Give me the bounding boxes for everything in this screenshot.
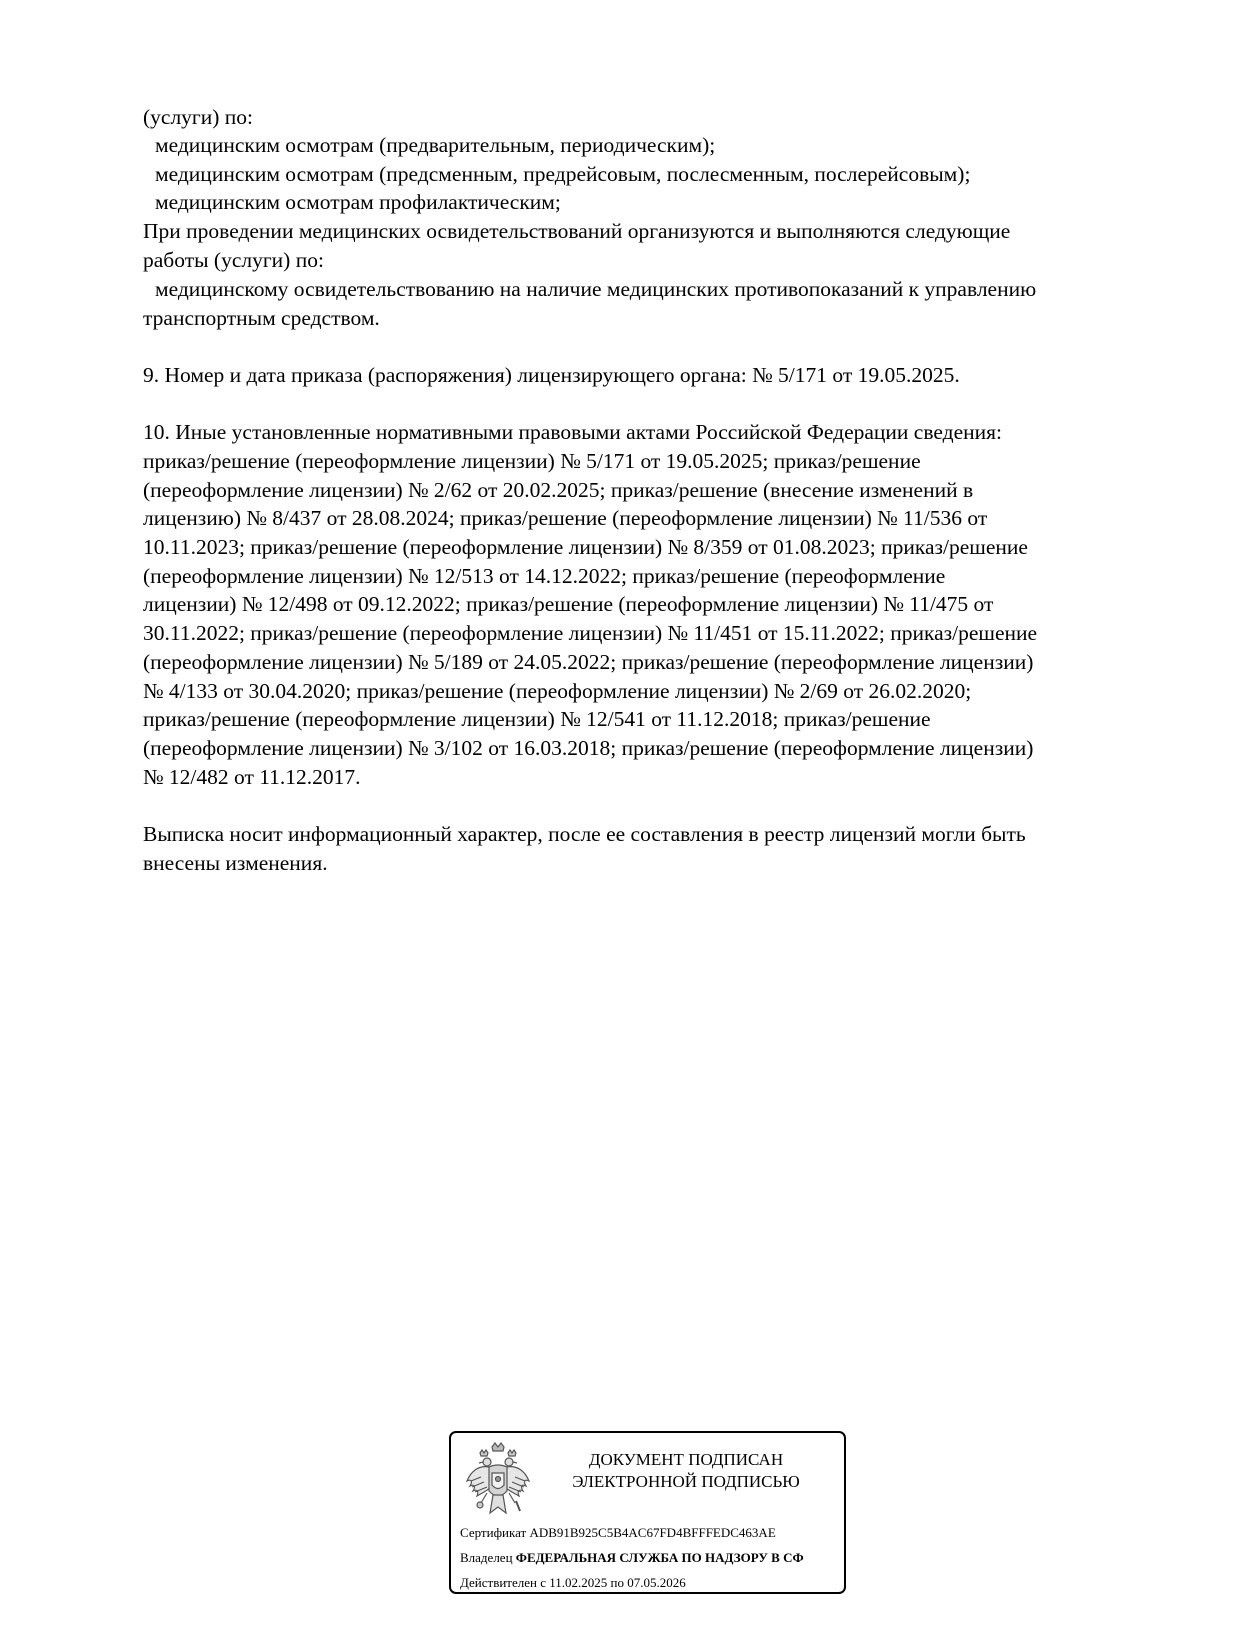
stamp-owner	[460, 1549, 804, 1567]
stamp-certificate	[460, 1524, 776, 1542]
electronic-signature-stamp	[449, 1431, 846, 1594]
text-line: лицензию) № 8/437 от 28.08.2024; приказ/решение (переоформление лицензии) № 11/536 от	[143, 506, 988, 530]
certificate-value: ADB91B925C5B4AC67FD4BFFFEDC463AE	[529, 1525, 776, 1540]
owner-value: ФЕДЕРАЛЬНАЯ СЛУЖБА ПО НАДЗОРУ В СФ	[515, 1550, 804, 1565]
text-line: медицинскому освидетельствованию на наличие медицинских противопоказаний к управлению	[155, 277, 1037, 301]
text-line: (переоформление лицензии) № 2/62 от 20.02.2025; приказ/решение (внесение изменений в	[143, 478, 974, 502]
section-9-text: 9. Номер и дата приказа (распоряжения) лицензирующего органа: № 5/171 от 19.05.2025.	[143, 363, 960, 387]
text-line: № 4/133 от 30.04.2020; приказ/решение (переоформление лицензии) № 2/69 от 26.02.2020;	[143, 679, 972, 703]
text-line: (переоформление лицензии) № 5/189 от 24.05.2022; приказ/решение (переоформление лицензии)	[143, 650, 1034, 674]
text-line: лицензии) № 12/498 от 09.12.2022; приказ/решение (переоформление лицензии) № 11/475 от	[143, 592, 994, 616]
text-line: работы (услуги) по:	[143, 248, 324, 272]
text-line: транспортным средством.	[143, 306, 380, 330]
text-line: 30.11.2022; приказ/решение (переоформление лицензии) № 11/451 от 15.11.2022; приказ/решение	[143, 621, 1038, 645]
owner-label: Владелец	[460, 1550, 513, 1565]
certificate-label: Сертификат	[460, 1525, 527, 1540]
text-line: медицинским осмотрам (предсменным, предрейсовым, послесменным, послерейсовым);	[155, 162, 971, 186]
disclaimer-text: внесены изменения.	[143, 851, 328, 875]
text-line: медицинским осмотрам (предварительным, периодическим);	[155, 133, 716, 157]
text-line: При проведении медицинских освидетельствований организуются и выполняются следующие	[143, 219, 1011, 243]
russian-coat-of-arms-icon	[463, 1441, 533, 1523]
stamp-title-line2: ЭЛЕКТРОННОЙ ПОДПИСЬЮ	[572, 1472, 800, 1491]
text-line: (переоформление лицензии) № 3/102 от 16.03.2018; приказ/решение (переоформление лицензии)	[143, 736, 1034, 760]
section-10-heading: 10. Иные установленные нормативными правовыми актами Российской Федерации сведения:	[143, 420, 1002, 444]
text-line: медицинским осмотрам профилактическим;	[155, 190, 561, 214]
text-line: 10.11.2023; приказ/решение (переоформление лицензии) № 8/359 от 01.08.2023; приказ/решение	[143, 535, 1028, 559]
text-line: приказ/решение (переоформление лицензии) № 12/541 от 11.12.2018; приказ/решение	[143, 707, 931, 731]
stamp-title-line1: ДОКУМЕНТ ПОДПИСАН	[588, 1450, 784, 1469]
text-line: приказ/решение (переоформление лицензии) № 5/171 от 19.05.2025; приказ/решение	[143, 449, 921, 473]
disclaimer-text: Выписка носит информационный характер, после ее составления в реестр лицензий могли быть	[143, 822, 1026, 846]
text-line: (переоформление лицензии) № 12/513 от 14.12.2022; приказ/решение (переоформление	[143, 564, 946, 588]
stamp-validity: Действителен с 11.02.2025 по 07.05.2026	[460, 1575, 686, 1590]
text-line: № 12/482 от 11.12.2017.	[143, 765, 361, 789]
text-line: (услуги) по:	[143, 105, 254, 129]
